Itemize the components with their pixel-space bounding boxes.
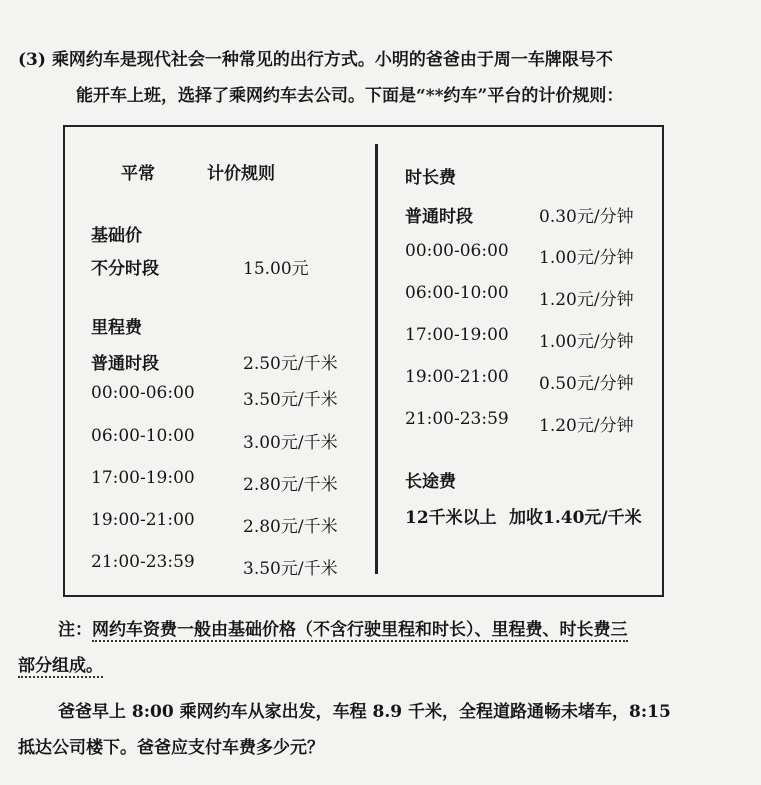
base-price-value: 15.00元 [243,259,309,279]
duration-period: 21:00-23:59 [405,409,509,429]
pricing-note [18,612,748,684]
mileage-period: 19:00-21:00 [91,510,195,530]
duration-period: 00:00-06:00 [405,241,509,261]
problem-intro [18,42,748,114]
long-distance-value: 加收1.40元/千米 [509,508,642,528]
duration-price: 1.00元/分钟 [539,332,634,352]
base-price-label: 不分时段 [91,259,159,279]
question-line-2: 抵达公司楼下。爸爸应支付车费多少元？ [18,738,324,758]
duration-price: 1.00元/分钟 [539,248,634,268]
mileage-price: 2.80元/千米 [243,517,338,537]
mileage-period: 17:00-19:00 [91,468,195,488]
intro-line-1: (3) 乘网约车是现代社会一种常见的出行方式。小明的爸爸由于周一车牌限号不 [18,50,613,70]
duration-price: 0.30元/分钟 [539,207,634,227]
mileage-price: 2.80元/千米 [243,475,338,495]
mileage-price: 2.50元/千米 [243,354,338,374]
intro-line-2: 能开车上班，选择了乘网约车去公司。下面是“**约车”平台的计价规则： [76,86,624,106]
mileage-price: 3.50元/千米 [243,559,338,579]
note-dotted-text: 网约车资费一般由基础价格（不含行驶里程和时长）、里程费、时长费三 [92,620,628,640]
long-distance-label: 12千米以上 [405,508,497,528]
duration-title: 时长费 [405,168,456,188]
base-price-title: 基础价 [91,226,142,246]
mileage-title: 里程费 [91,318,142,338]
left-header-a: 平常 [121,164,155,184]
mileage-period: 21:00-23:59 [91,552,195,572]
duration-period: 19:00-21:00 [405,367,509,387]
mileage-price: 3.50元/千米 [243,390,338,410]
mileage-price: 3.00元/千米 [243,433,338,453]
pricing-rules-box [63,125,664,597]
mileage-period: 06:00-10:00 [91,426,195,446]
question-line-1: 爸爸早上 8:00 乘网约车从家出发，车程 8.9 千米，全程道路通畅未堵车，8:15 [58,702,671,722]
duration-price: 1.20元/分钟 [539,290,634,310]
mileage-period: 普通时段 [91,354,159,374]
left-header-b: 计价规则 [207,164,275,184]
duration-period: 普通时段 [405,207,473,227]
question-text [18,694,748,766]
long-distance-title: 长途费 [405,472,456,492]
duration-period: 06:00-10:00 [405,283,509,303]
note-prefix: 注： [58,620,92,640]
mileage-period: 00:00-06:00 [91,383,195,403]
duration-period: 17:00-19:00 [405,325,509,345]
duration-price: 1.20元/分钟 [539,416,634,436]
duration-price: 0.50元/分钟 [539,374,634,394]
note-line-2: 部分组成。 [18,656,103,676]
column-divider [375,144,378,574]
